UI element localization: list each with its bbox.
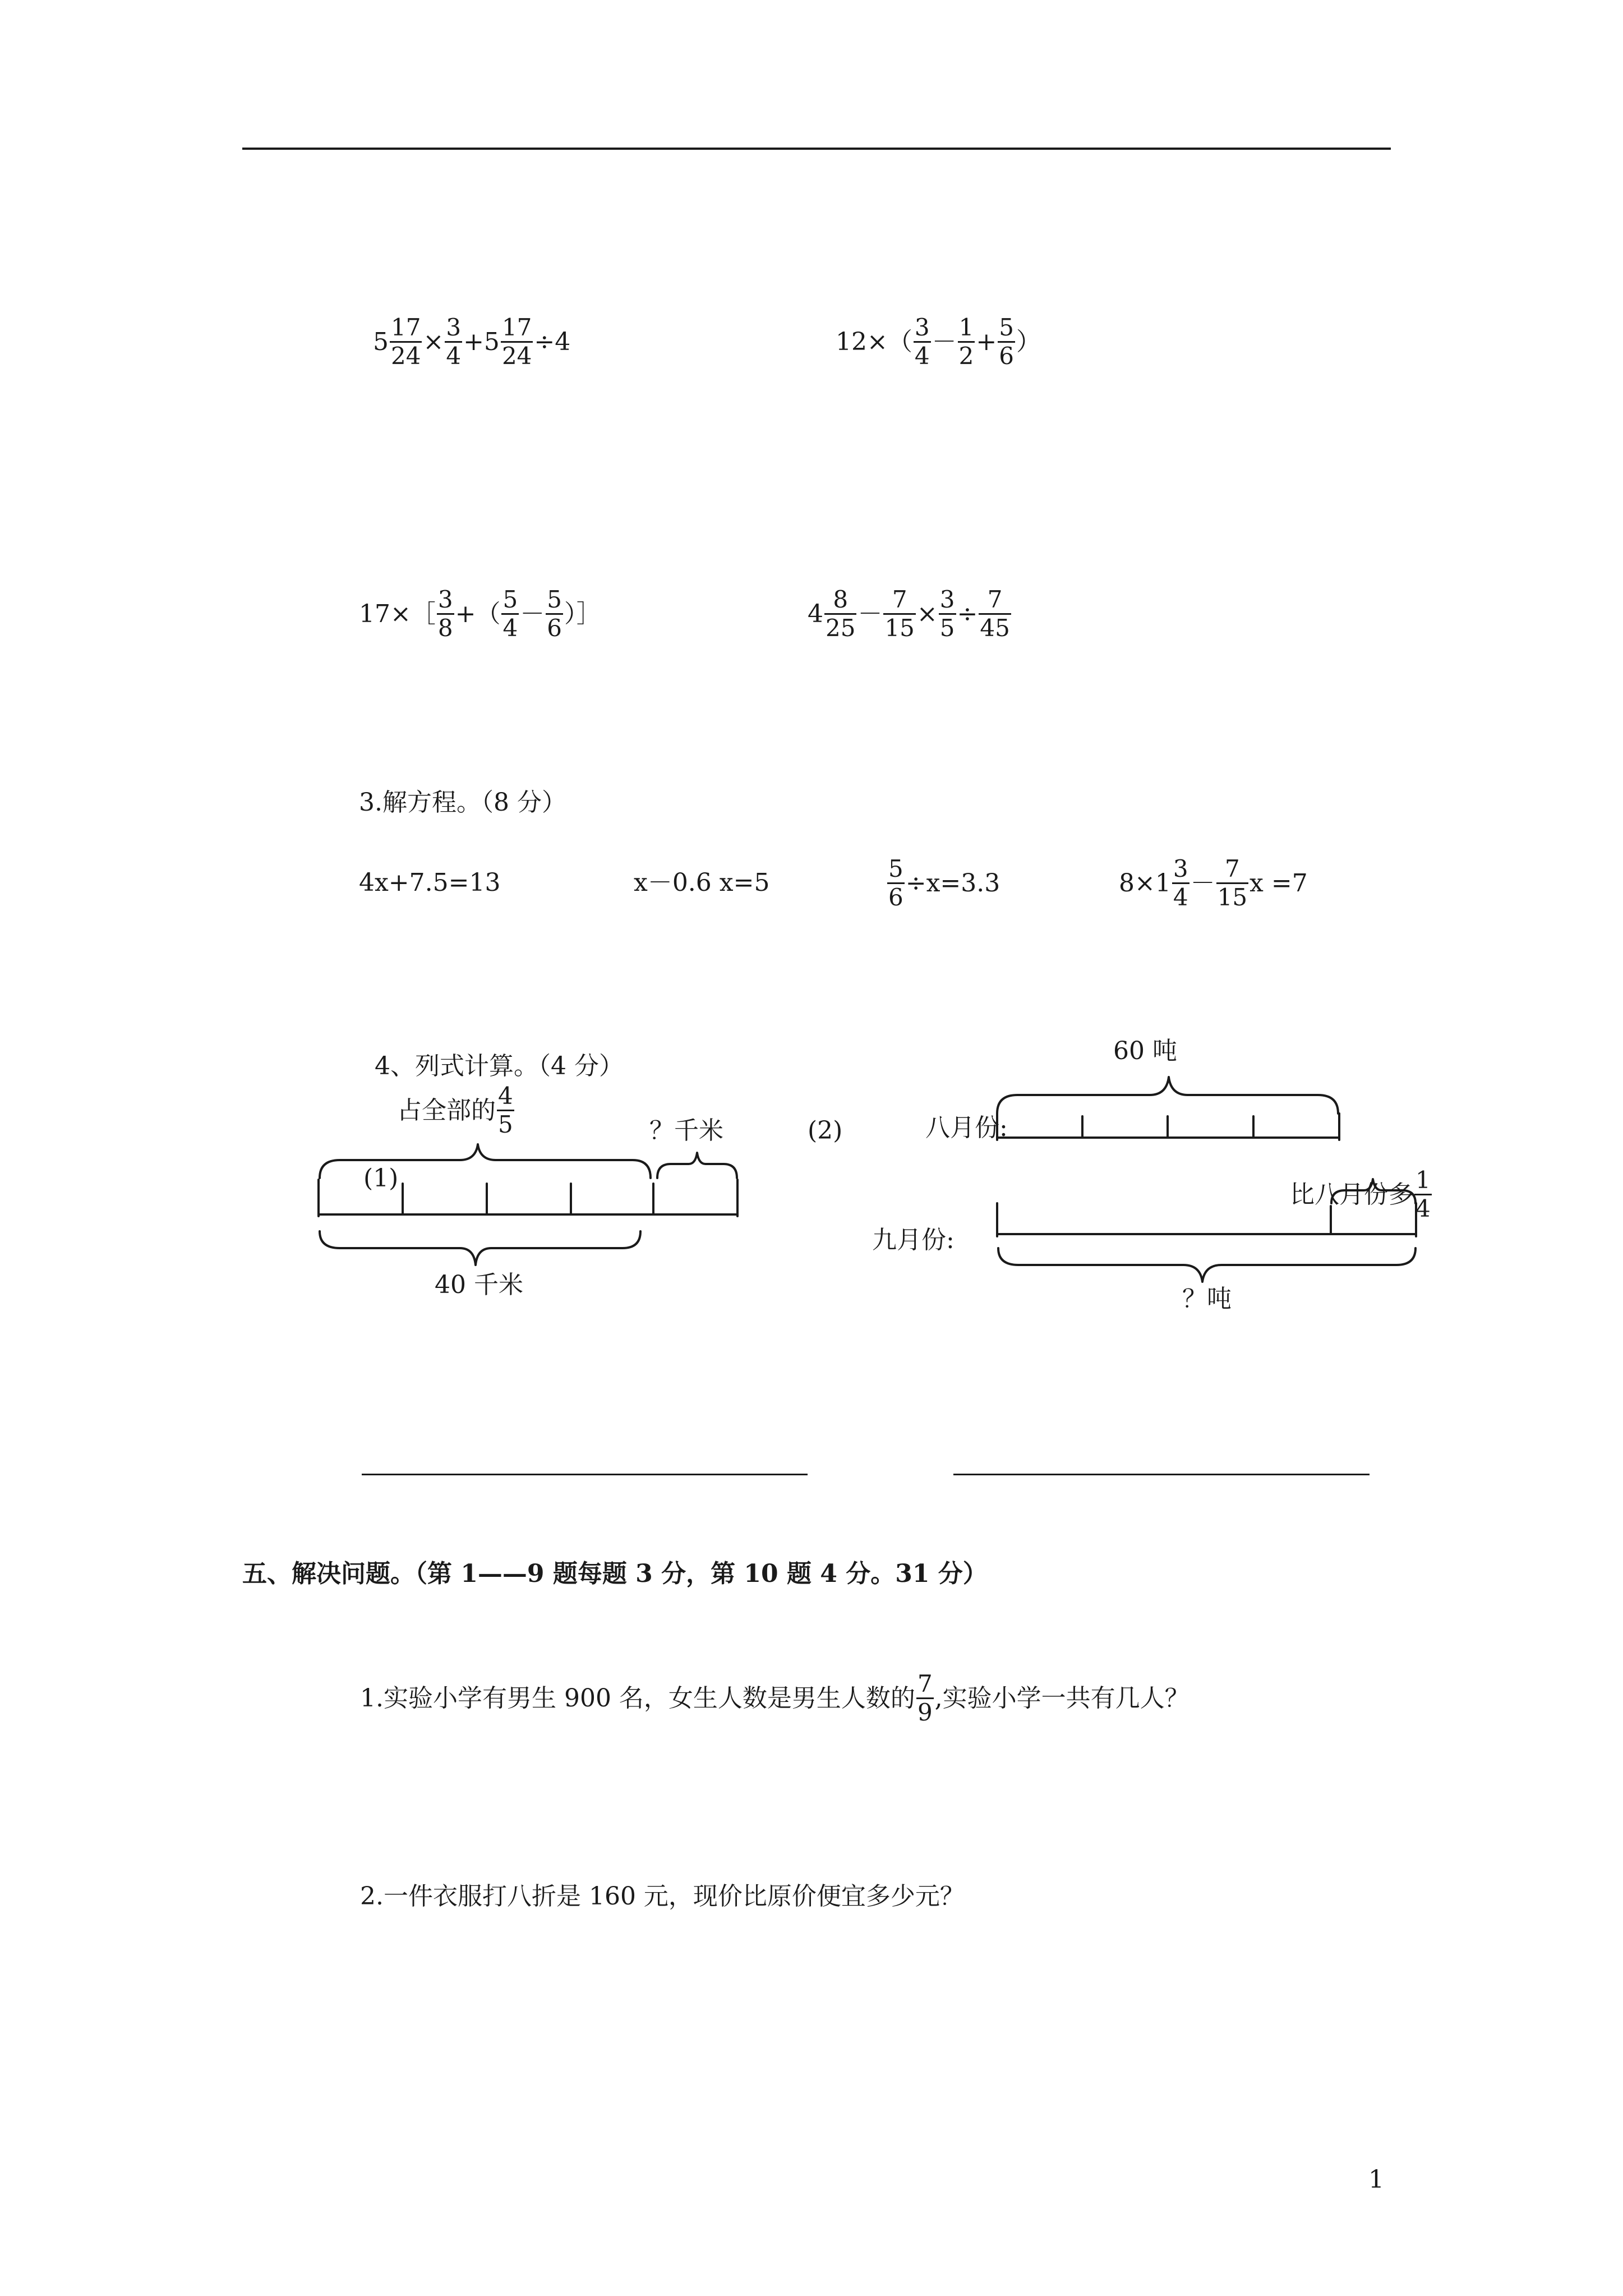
diagram-1-total-label: 40 千米 <box>435 1271 523 1299</box>
diagram-2-top-label: 60 吨 <box>1113 1037 1177 1065</box>
operator: × <box>423 327 444 356</box>
diagram-2-september-segment <box>997 1203 1416 1236</box>
diagram-1-part-label: 占全部的 $\frac{4}{5}$ <box>397 1082 513 1138</box>
fraction: $\frac{3}{8}$ <box>437 586 453 642</box>
fraction: $\frac{5}{6}$ <box>547 586 562 642</box>
fraction: $\frac{3}{4}$ <box>914 314 930 370</box>
operator: + <box>976 327 997 356</box>
operator: － <box>1190 868 1215 898</box>
expression-lead: 17×［ <box>359 599 436 628</box>
equation-rest: ÷x=3.3 <box>905 868 1000 898</box>
diagram-2-question-label: ？吨 <box>1182 1285 1232 1313</box>
equation-rest: x =7 <box>1249 868 1308 898</box>
diagram-1-question-label: ？千米 <box>649 1116 723 1145</box>
fraction: $\frac{7}{15}$ <box>1217 855 1248 911</box>
operator: ÷ <box>957 599 978 628</box>
operator: × <box>916 599 938 628</box>
fraction: $\frac{4}{5}$ <box>498 1082 513 1138</box>
whole-number: 4 <box>808 599 823 628</box>
fraction: $\frac{5}{6}$ <box>999 314 1014 370</box>
section-5-title: 五、解决问题。（第 1——9 题每题 3 分，第 10 题 4 分。31 分） <box>242 1559 988 1588</box>
operator: － <box>932 327 957 356</box>
operator: +（ <box>455 599 501 628</box>
diagram-1-top-brace <box>320 1144 651 1178</box>
whole-number: 5 <box>373 327 389 356</box>
fraction: $\frac{17}{24}$ <box>391 314 421 370</box>
fraction: $\frac{1}{2}$ <box>958 314 974 370</box>
diagram-1-bottom-brace <box>320 1231 640 1265</box>
section-3-title: 3.解方程。（8 分） <box>359 788 566 817</box>
expression-lead: 8×1 <box>1119 868 1171 898</box>
answer-line-1 <box>362 1474 808 1475</box>
equation-1: 4x+7.5=13 <box>359 868 501 897</box>
equation-2: x－0.6 x=5 <box>634 868 770 897</box>
fraction: $\frac{7}{45}$ <box>980 586 1010 642</box>
diagram-2-number: (2) <box>808 1116 843 1145</box>
diagram-2-september-label: 九月份: <box>872 1226 955 1254</box>
fraction: $\frac{17}{24}$ <box>501 314 532 370</box>
fraction: $\frac{5}{6}$ <box>888 855 903 911</box>
fraction: $\frac{8}{25}$ <box>826 586 856 642</box>
operator: ÷4 <box>534 327 571 356</box>
fraction: $\frac{5}{4}$ <box>502 586 518 642</box>
operator: +5 <box>463 327 500 356</box>
diagram-2-small-brace <box>1331 1179 1415 1203</box>
diagram-2-august-segment <box>997 1114 1339 1140</box>
fraction: $\frac{3}{4}$ <box>446 314 462 370</box>
problem-1: 1.实验小学有男生 900 名，女生人数是男生人数的 $\frac{7}{9}$ ,实验小学一共有几人？ <box>360 1670 1189 1726</box>
diagram-2-august-label: 八月份: <box>925 1114 1008 1142</box>
fraction: $\frac{1}{4}$ <box>1415 1166 1431 1222</box>
operator: － <box>520 599 545 628</box>
diagram-1-small-brace <box>657 1153 737 1178</box>
expression-lead: 12×（ <box>836 327 912 356</box>
page-number: 1 <box>1368 2165 1384 2194</box>
diagram-2-bottom-brace <box>998 1248 1415 1282</box>
diagram-2-top-brace <box>997 1077 1338 1114</box>
diagram-2-more-label: 比八月份多 $\frac{1}{4}$ <box>1290 1166 1431 1222</box>
operator: － <box>857 599 883 628</box>
problem-2: 2.一件衣服打八折是 160 元，现价比原价便宜多少元？ <box>360 1882 965 1911</box>
diagram-1-segment <box>319 1180 737 1216</box>
fraction: $\frac{7}{15}$ <box>884 586 915 642</box>
expression-tail: ） <box>1016 327 1041 356</box>
expression-tail: ）］ <box>564 599 601 628</box>
answer-line-2 <box>953 1474 1370 1475</box>
section-4-title: 4、列式计算。（4 分） <box>375 1052 624 1080</box>
fraction: $\frac{7}{9}$ <box>917 1670 933 1726</box>
fraction: $\frac{3}{5}$ <box>939 586 955 642</box>
fraction: $\frac{3}{4}$ <box>1173 855 1188 911</box>
diagram-1-number: (1) <box>363 1164 399 1193</box>
